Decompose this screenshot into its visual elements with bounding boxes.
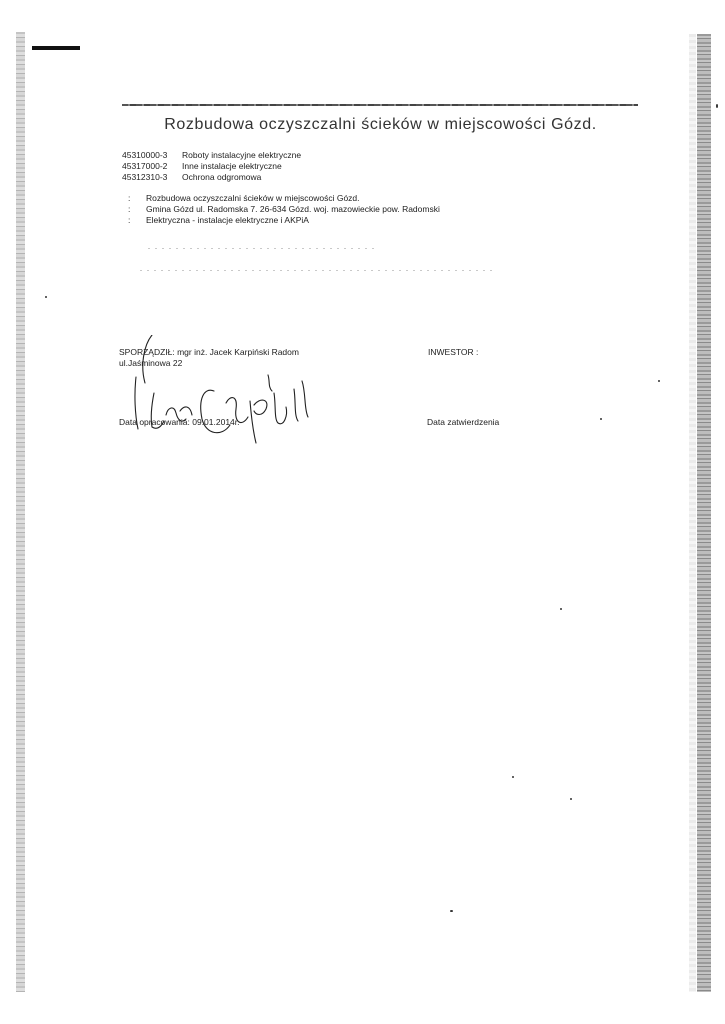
- cpv-code-row: [122, 150, 301, 161]
- cpv-code-row: [122, 172, 301, 183]
- project-address: Gmina Gózd ul. Radomska 7. 26-634 Gózd. woj. mazowieckie pow. Radomski: [146, 204, 440, 214]
- scan-edge-left: [16, 32, 25, 992]
- project-info-row: [128, 215, 440, 226]
- cpv-code: 45310000-3: [122, 150, 168, 160]
- scan-edge-right-shadow: [689, 34, 696, 992]
- info-colon: :: [128, 215, 131, 225]
- cpv-code: 45317000-2: [122, 161, 168, 171]
- cpv-description: Roboty instalacyjne elektryczne: [182, 150, 302, 160]
- prepared-date: Data opracowania: 09.01.2014r.: [119, 417, 240, 427]
- project-name: Rozbudowa oczyszczalni ścieków w miejscowości Gózd.: [146, 193, 360, 203]
- corner-mark: [32, 46, 80, 50]
- prepared-by-name: SPORZĄDZIŁ: mgr inż. Jacek Karpiński Radom: [119, 347, 299, 357]
- cpv-code-list: [122, 150, 301, 183]
- faded-scan-line: [140, 270, 495, 271]
- handwritten-signature: [118, 335, 323, 445]
- info-colon: :: [128, 204, 131, 214]
- cpv-description: Ochrona odgromowa: [182, 172, 262, 182]
- header-rule: [122, 104, 638, 106]
- info-colon: :: [128, 193, 131, 203]
- project-info-row: [128, 204, 440, 215]
- faded-scan-line: [148, 248, 378, 249]
- project-branch: Elektryczna - instalacje elektryczne i AKPiA: [146, 215, 309, 225]
- investor-label: INWESTOR :: [428, 347, 479, 357]
- cpv-description: Inne instalacje elektryczne: [182, 161, 282, 171]
- cpv-code-row: [122, 161, 301, 172]
- scan-edge-right: [697, 34, 711, 992]
- project-info-list: [128, 193, 440, 226]
- approval-date-label: Data zatwierdzenia: [427, 417, 500, 427]
- project-info-row: [128, 193, 440, 204]
- cpv-code: 45312310-3: [122, 172, 168, 182]
- prepared-by-address: ul.Jaśminowa 22: [119, 358, 183, 368]
- document-title: Rozbudowa oczyszczalni ścieków w miejscowości Gózd.: [164, 116, 597, 133]
